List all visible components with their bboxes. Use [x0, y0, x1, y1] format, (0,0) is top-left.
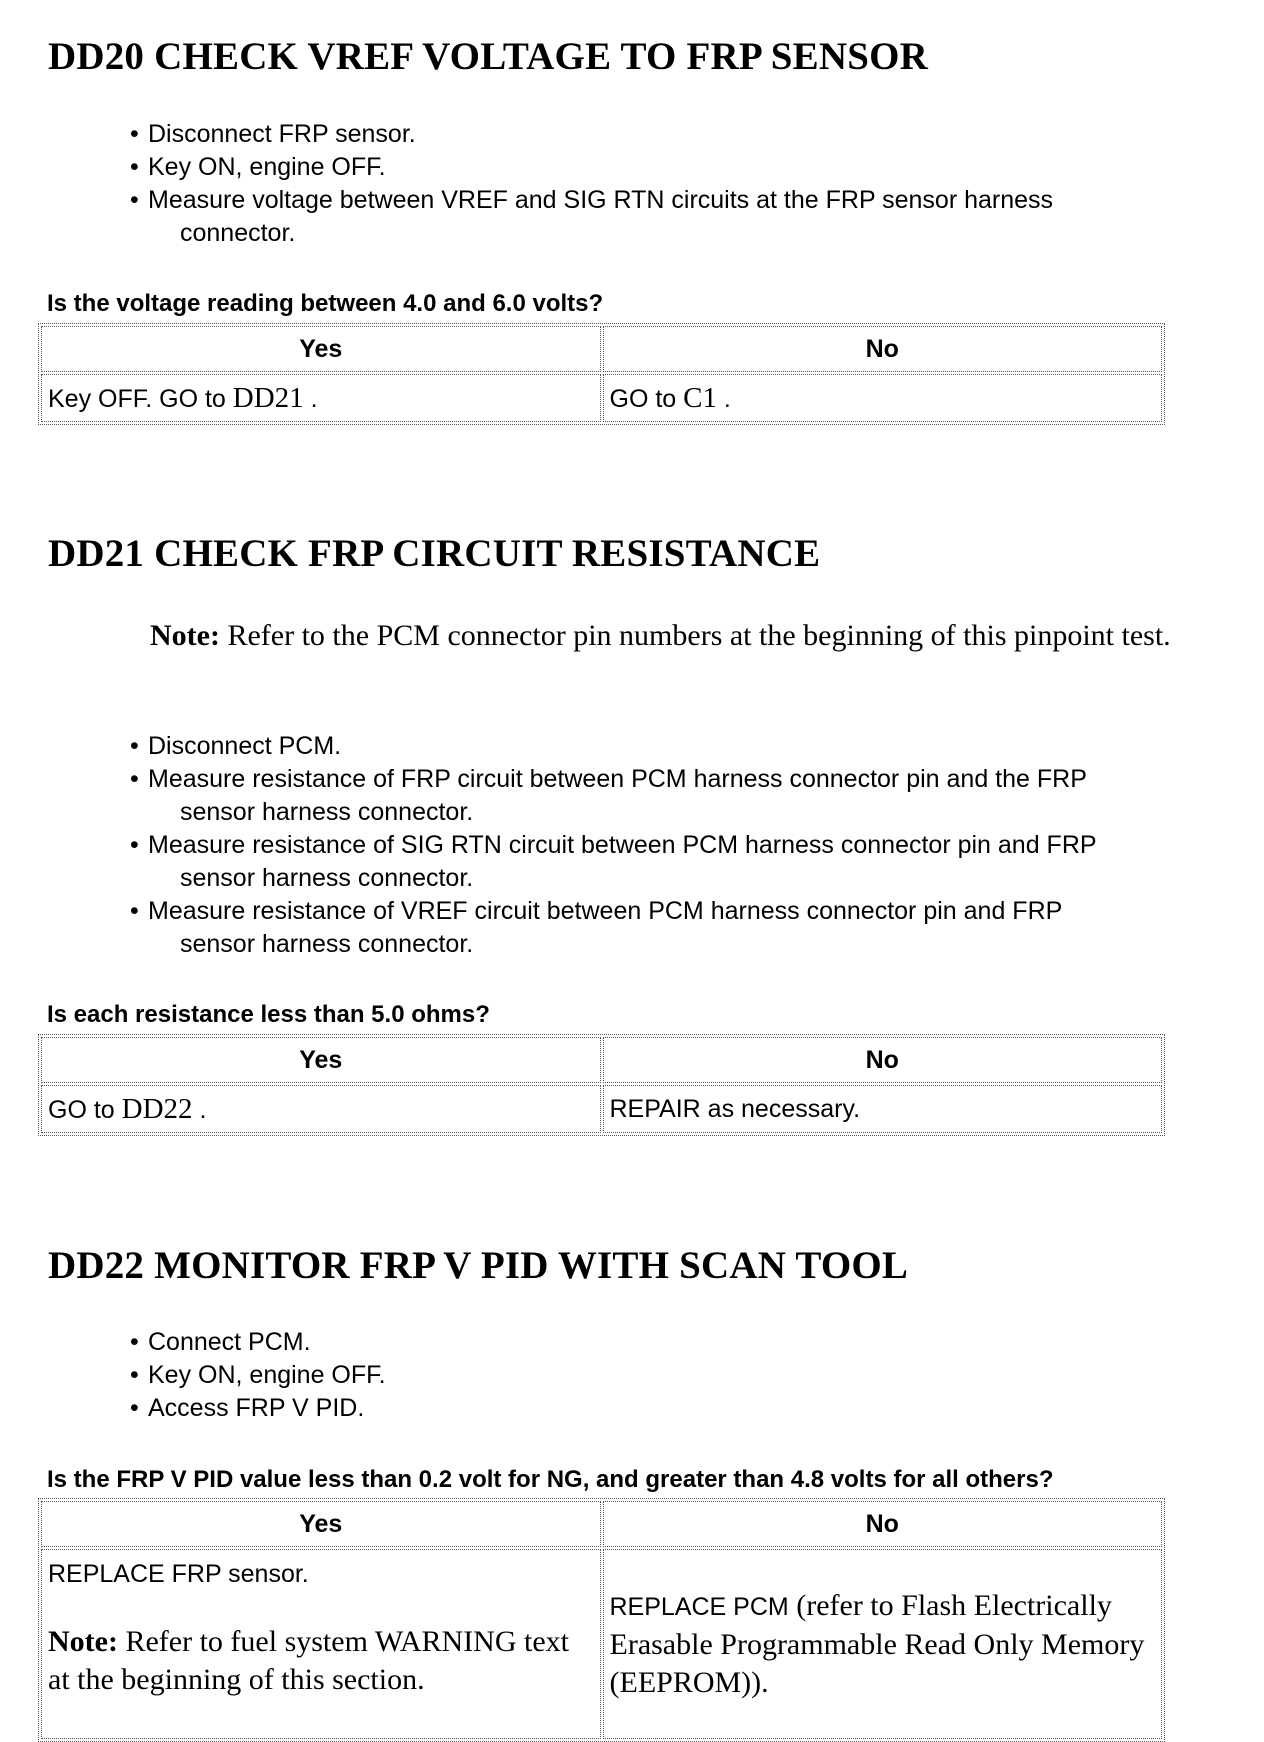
- question-text: Is each resistance less than 5.0 ohms?: [47, 1001, 490, 1028]
- no-header: No: [603, 1037, 1163, 1083]
- note-label: Note:: [150, 619, 220, 652]
- note-label: Note:: [48, 1625, 118, 1658]
- yes-cell: Key OFF. GO to DD21 .: [41, 374, 601, 422]
- list-item: • Disconnect FRP sensor.: [130, 120, 416, 148]
- no-header: No: [603, 326, 1163, 372]
- question-text: Is the FRP V PID value less than 0.2 volt for NG, and greater than 4.8 volts for all others?: [47, 1466, 1054, 1493]
- yes-header: Yes: [41, 326, 601, 372]
- yes-header: Yes: [41, 1037, 601, 1083]
- section-title: DD22 MONITOR FRP V PID WITH SCAN TOOL: [48, 1244, 909, 1287]
- note: [150, 616, 1240, 656]
- no-cell: REPAIR as necessary.: [603, 1085, 1163, 1133]
- no-cell: [603, 1549, 1163, 1739]
- list-item: • Key ON, engine OFF.: [130, 1361, 386, 1389]
- step-list: [130, 1326, 1230, 1425]
- section-title: DD20 CHECK VREF VOLTAGE TO FRP SENSOR: [48, 35, 928, 78]
- yes-cell: GO to DD22 .: [41, 1085, 601, 1133]
- yes-no-table: [38, 1034, 1165, 1136]
- yes-header: Yes: [41, 1501, 601, 1547]
- question-text: Is the voltage reading between 4.0 and 6.0 volts?: [47, 290, 604, 317]
- list-item: • Measure resistance of FRP circuit between PCM harness connector pin and the FRP sensor harness connector.: [130, 765, 1087, 826]
- section-title: DD21 CHECK FRP CIRCUIT RESISTANCE: [48, 532, 821, 575]
- yes-action: REPLACE FRP sensor.: [48, 1560, 309, 1588]
- list-item: • Connect PCM.: [130, 1328, 311, 1356]
- yes-no-table: [38, 323, 1165, 425]
- list-item: • Measure resistance of SIG RTN circuit between PCM harness connector pin and FRP sensor harness connector.: [130, 831, 1097, 892]
- no-cell: GO to C1 .: [603, 374, 1163, 422]
- no-action: REPLACE PCM (refer to Flash Electrically Erasable Programmable Read Only Memory (EEPROM)).: [609, 1588, 1145, 1699]
- list-item: • Disconnect PCM.: [130, 732, 342, 760]
- note-text: Refer to fuel system WARNING text at the beginning of this section.: [48, 1625, 569, 1696]
- list-item: • Measure voltage between VREF and SIG RTN circuits at the FRP sensor harness connector.: [130, 186, 1054, 247]
- note-text: Refer to the PCM connector pin numbers at the beginning of this pinpoint test.: [219, 619, 1171, 652]
- step-link[interactable]: DD22: [121, 1092, 193, 1125]
- yes-no-table: [38, 1498, 1165, 1742]
- yes-cell: [41, 1549, 601, 1739]
- step-link[interactable]: C1: [683, 381, 717, 414]
- step-link[interactable]: DD21: [232, 381, 304, 414]
- list-item: • Key ON, engine OFF.: [130, 153, 386, 181]
- no-header: No: [603, 1501, 1163, 1547]
- list-item: • Measure resistance of VREF circuit between PCM harness connector pin and FRP sensor harness connector.: [130, 897, 1063, 958]
- step-list: [130, 118, 1230, 250]
- list-item: • Access FRP V PID.: [130, 1394, 365, 1422]
- note: [48, 1623, 594, 1699]
- step-list: [130, 730, 1230, 961]
